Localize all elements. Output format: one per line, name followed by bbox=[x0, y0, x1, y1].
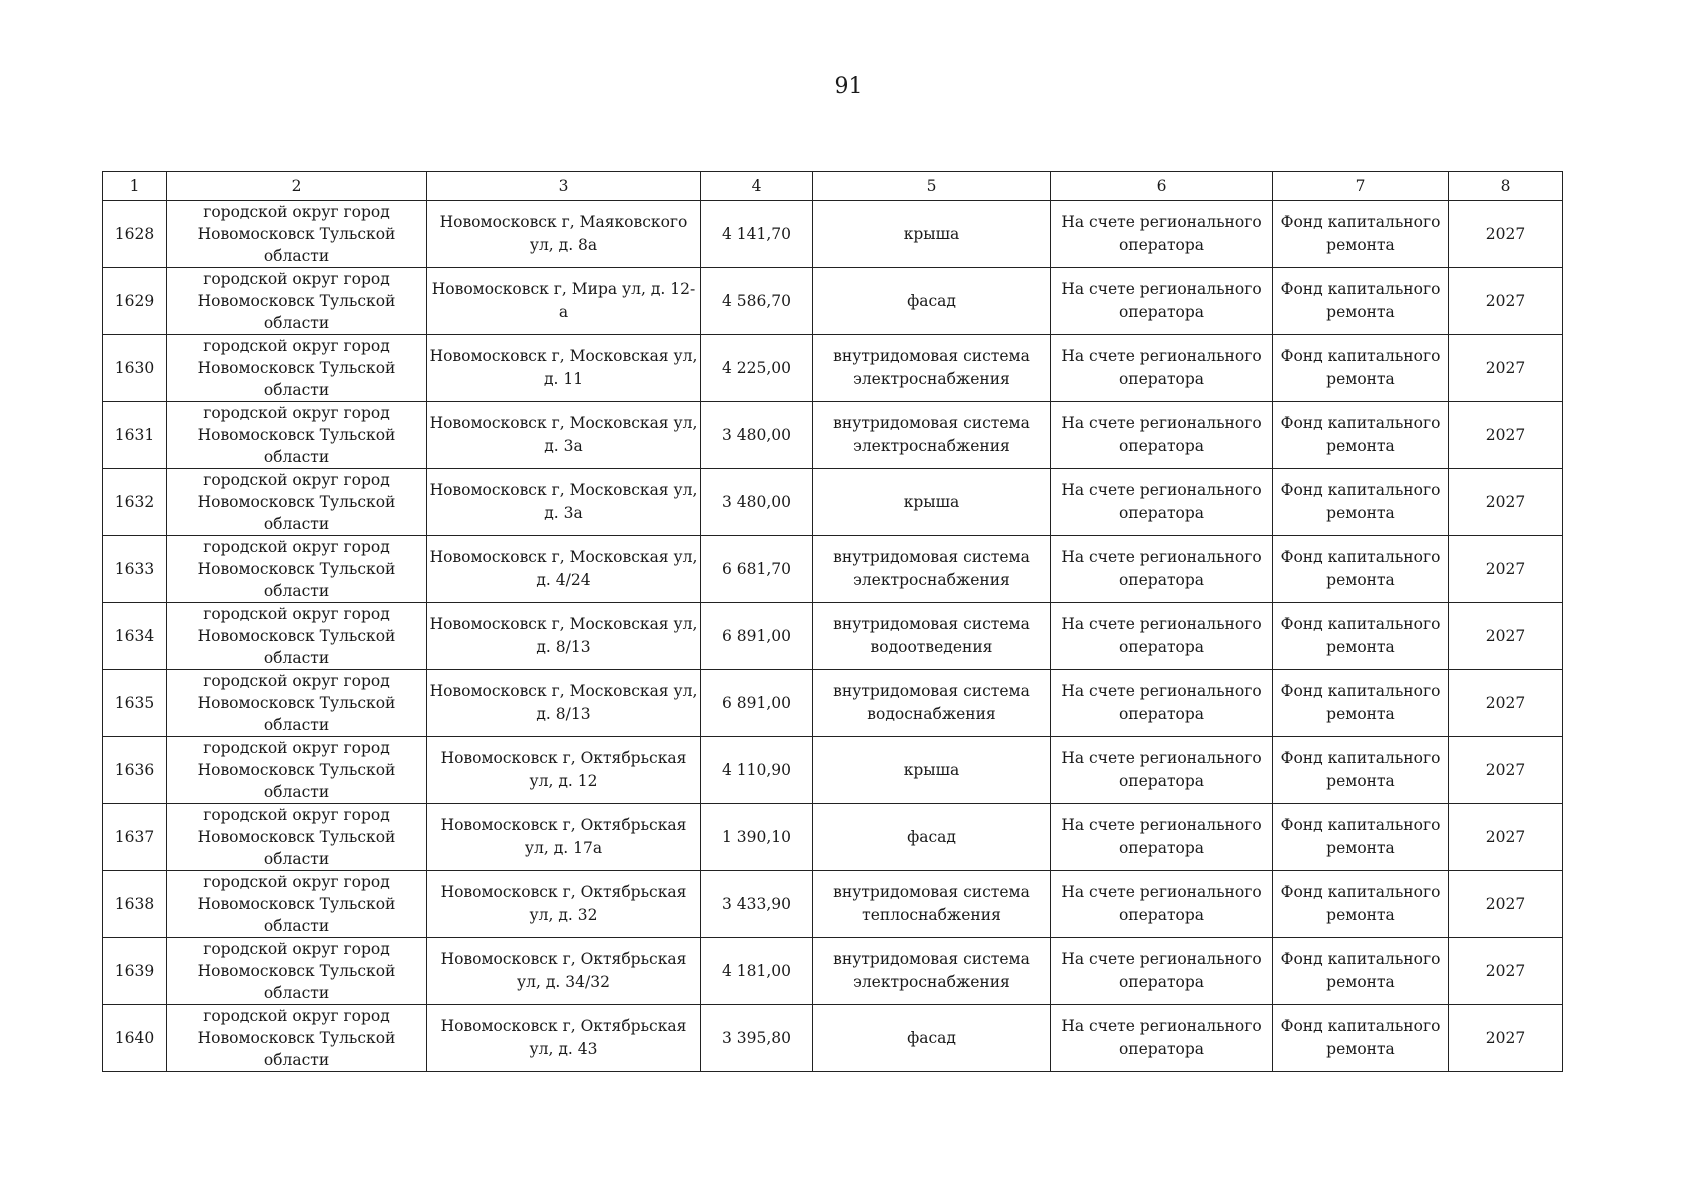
address-cell: Новомосковск г, Октябрьская ул, д. 43 bbox=[427, 1005, 701, 1072]
table-row bbox=[103, 1005, 1563, 1072]
work-type-cell: фасад bbox=[813, 1005, 1051, 1072]
year-cell: 2027 bbox=[1449, 737, 1563, 804]
address-cell: Новомосковск г, Октябрьская ул, д. 34/32 bbox=[427, 938, 701, 1005]
account-method-cell: На счете регионального оператора bbox=[1051, 1005, 1273, 1072]
table-row bbox=[103, 536, 1563, 603]
work-type-cell: внутридомовая система электроснабжения bbox=[813, 938, 1051, 1005]
work-type-cell: крыша bbox=[813, 469, 1051, 536]
address-cell: Новомосковск г, Московская ул, д. 3а bbox=[427, 402, 701, 469]
address-cell: Новомосковск г, Московская ул, д. 8/13 bbox=[427, 603, 701, 670]
column-header: 5 bbox=[813, 172, 1051, 201]
column-header: 8 bbox=[1449, 172, 1563, 201]
funding-source-cell: Фонд капитального ремонта bbox=[1273, 268, 1449, 335]
row-number-cell: 1634 bbox=[103, 603, 167, 670]
cost-cell: 6 891,00 bbox=[701, 670, 813, 737]
column-header: 3 bbox=[427, 172, 701, 201]
funding-source-cell: Фонд капитального ремонта bbox=[1273, 737, 1449, 804]
account-method-cell: На счете регионального оператора bbox=[1051, 670, 1273, 737]
funding-source-cell: Фонд капитального ремонта bbox=[1273, 804, 1449, 871]
work-type-cell: крыша bbox=[813, 737, 1051, 804]
table-row bbox=[103, 670, 1563, 737]
table-row bbox=[103, 871, 1563, 938]
row-number-cell: 1639 bbox=[103, 938, 167, 1005]
year-cell: 2027 bbox=[1449, 335, 1563, 402]
municipality-cell: городской округ город Новомосковск Тульской области bbox=[167, 469, 427, 536]
column-header: 6 bbox=[1051, 172, 1273, 201]
cost-cell: 4 586,70 bbox=[701, 268, 813, 335]
municipality-cell: городской округ город Новомосковск Тульской области bbox=[167, 268, 427, 335]
column-header: 1 bbox=[103, 172, 167, 201]
account-method-cell: На счете регионального оператора bbox=[1051, 536, 1273, 603]
work-type-cell: внутридомовая система водоснабжения bbox=[813, 670, 1051, 737]
funding-source-cell: Фонд капитального ремонта bbox=[1273, 469, 1449, 536]
cost-cell: 1 390,10 bbox=[701, 804, 813, 871]
table-header-row bbox=[103, 172, 1563, 201]
account-method-cell: На счете регионального оператора bbox=[1051, 938, 1273, 1005]
table-row bbox=[103, 737, 1563, 804]
column-header: 2 bbox=[167, 172, 427, 201]
address-cell: Новомосковск г, Московская ул, д. 4/24 bbox=[427, 536, 701, 603]
municipality-cell: городской округ город Новомосковск Тульской области bbox=[167, 603, 427, 670]
cost-cell: 4 141,70 bbox=[701, 201, 813, 268]
year-cell: 2027 bbox=[1449, 201, 1563, 268]
municipality-cell: городской округ город Новомосковск Тульской области bbox=[167, 201, 427, 268]
year-cell: 2027 bbox=[1449, 670, 1563, 737]
work-type-cell: фасад bbox=[813, 804, 1051, 871]
row-number-cell: 1632 bbox=[103, 469, 167, 536]
work-type-cell: внутридомовая система электроснабжения bbox=[813, 402, 1051, 469]
address-cell: Новомосковск г, Московская ул, д. 8/13 bbox=[427, 670, 701, 737]
year-cell: 2027 bbox=[1449, 268, 1563, 335]
work-type-cell: внутридомовая система электроснабжения bbox=[813, 335, 1051, 402]
municipality-cell: городской округ город Новомосковск Тульской области bbox=[167, 335, 427, 402]
municipality-cell: городской округ город Новомосковск Тульской области bbox=[167, 536, 427, 603]
address-cell: Новомосковск г, Мира ул, д. 12-а bbox=[427, 268, 701, 335]
year-cell: 2027 bbox=[1449, 1005, 1563, 1072]
cost-cell: 6 891,00 bbox=[701, 603, 813, 670]
funding-source-cell: Фонд капитального ремонта bbox=[1273, 402, 1449, 469]
row-number-cell: 1628 bbox=[103, 201, 167, 268]
cost-cell: 3 480,00 bbox=[701, 402, 813, 469]
account-method-cell: На счете регионального оператора bbox=[1051, 871, 1273, 938]
work-type-cell: внутридомовая система водоотведения bbox=[813, 603, 1051, 670]
municipality-cell: городской округ город Новомосковск Тульской области bbox=[167, 670, 427, 737]
funding-source-cell: Фонд капитального ремонта bbox=[1273, 536, 1449, 603]
year-cell: 2027 bbox=[1449, 871, 1563, 938]
cost-cell: 4 181,00 bbox=[701, 938, 813, 1005]
municipality-cell: городской округ город Новомосковск Тульской области bbox=[167, 737, 427, 804]
year-cell: 2027 bbox=[1449, 603, 1563, 670]
column-header: 4 bbox=[701, 172, 813, 201]
cost-cell: 6 681,70 bbox=[701, 536, 813, 603]
funding-source-cell: Фонд капитального ремонта bbox=[1273, 603, 1449, 670]
account-method-cell: На счете регионального оператора bbox=[1051, 469, 1273, 536]
table-row bbox=[103, 603, 1563, 670]
row-number-cell: 1630 bbox=[103, 335, 167, 402]
account-method-cell: На счете регионального оператора bbox=[1051, 268, 1273, 335]
work-type-cell: внутридомовая система электроснабжения bbox=[813, 536, 1051, 603]
work-type-cell: внутридомовая система теплоснабжения bbox=[813, 871, 1051, 938]
account-method-cell: На счете регионального оператора bbox=[1051, 335, 1273, 402]
municipality-cell: городской округ город Новомосковск Тульской области bbox=[167, 1005, 427, 1072]
account-method-cell: На счете регионального оператора bbox=[1051, 737, 1273, 804]
row-number-cell: 1638 bbox=[103, 871, 167, 938]
funding-source-cell: Фонд капитального ремонта bbox=[1273, 335, 1449, 402]
address-cell: Новомосковск г, Московская ул, д. 11 bbox=[427, 335, 701, 402]
year-cell: 2027 bbox=[1449, 402, 1563, 469]
table-row bbox=[103, 938, 1563, 1005]
municipality-cell: городской округ город Новомосковск Тульской области bbox=[167, 804, 427, 871]
work-type-cell: фасад bbox=[813, 268, 1051, 335]
row-number-cell: 1631 bbox=[103, 402, 167, 469]
address-cell: Новомосковск г, Октябрьская ул, д. 12 bbox=[427, 737, 701, 804]
year-cell: 2027 bbox=[1449, 804, 1563, 871]
table-row bbox=[103, 201, 1563, 268]
account-method-cell: На счете регионального оператора bbox=[1051, 603, 1273, 670]
table-row bbox=[103, 335, 1563, 402]
address-cell: Новомосковск г, Маяковского ул, д. 8а bbox=[427, 201, 701, 268]
row-number-cell: 1640 bbox=[103, 1005, 167, 1072]
municipality-cell: городской округ город Новомосковск Тульской области bbox=[167, 938, 427, 1005]
municipality-cell: городской округ город Новомосковск Тульской области bbox=[167, 871, 427, 938]
cost-cell: 3 395,80 bbox=[701, 1005, 813, 1072]
row-number-cell: 1633 bbox=[103, 536, 167, 603]
funding-source-cell: Фонд капитального ремонта bbox=[1273, 670, 1449, 737]
year-cell: 2027 bbox=[1449, 469, 1563, 536]
table-row bbox=[103, 469, 1563, 536]
work-type-cell: крыша bbox=[813, 201, 1051, 268]
funding-source-cell: Фонд капитального ремонта bbox=[1273, 1005, 1449, 1072]
account-method-cell: На счете регионального оператора bbox=[1051, 804, 1273, 871]
cost-cell: 3 433,90 bbox=[701, 871, 813, 938]
table-row bbox=[103, 804, 1563, 871]
capital-repair-table bbox=[102, 171, 1563, 1072]
address-cell: Новомосковск г, Октябрьская ул, д. 17а bbox=[427, 804, 701, 871]
row-number-cell: 1637 bbox=[103, 804, 167, 871]
cost-cell: 4 110,90 bbox=[701, 737, 813, 804]
municipality-cell: городской округ город Новомосковск Тульской области bbox=[167, 402, 427, 469]
account-method-cell: На счете регионального оператора bbox=[1051, 201, 1273, 268]
address-cell: Новомосковск г, Октябрьская ул, д. 32 bbox=[427, 871, 701, 938]
column-header: 7 bbox=[1273, 172, 1449, 201]
page-number: 91 bbox=[834, 74, 863, 99]
table-body bbox=[103, 201, 1563, 1072]
cost-cell: 4 225,00 bbox=[701, 335, 813, 402]
year-cell: 2027 bbox=[1449, 938, 1563, 1005]
account-method-cell: На счете регионального оператора bbox=[1051, 402, 1273, 469]
cost-cell: 3 480,00 bbox=[701, 469, 813, 536]
address-cell: Новомосковск г, Московская ул, д. 3а bbox=[427, 469, 701, 536]
table-row bbox=[103, 402, 1563, 469]
row-number-cell: 1629 bbox=[103, 268, 167, 335]
year-cell: 2027 bbox=[1449, 536, 1563, 603]
funding-source-cell: Фонд капитального ремонта bbox=[1273, 201, 1449, 268]
row-number-cell: 1636 bbox=[103, 737, 167, 804]
funding-source-cell: Фонд капитального ремонта bbox=[1273, 871, 1449, 938]
table-row bbox=[103, 268, 1563, 335]
funding-source-cell: Фонд капитального ремонта bbox=[1273, 938, 1449, 1005]
row-number-cell: 1635 bbox=[103, 670, 167, 737]
